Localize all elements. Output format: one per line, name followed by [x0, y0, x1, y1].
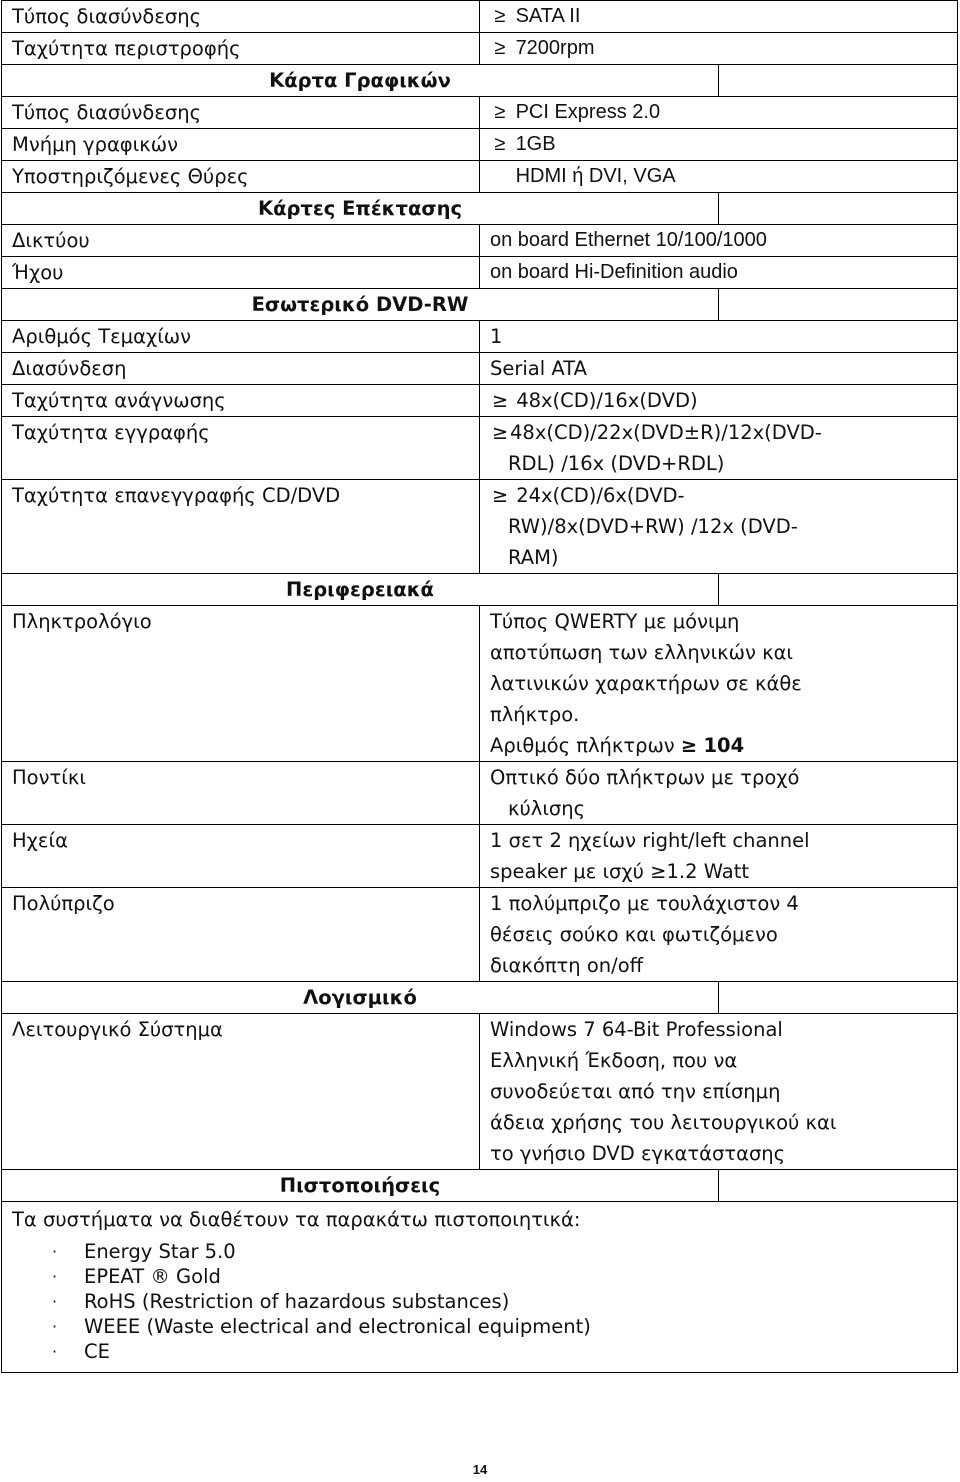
table-row — [2, 480, 958, 574]
row-label: Πολύπριζο — [2, 888, 480, 982]
row-value: ≥ SATA II — [480, 1, 958, 33]
row-label: Τύπος διασύνδεσης — [2, 97, 480, 129]
row-label: Δικτύου — [2, 225, 480, 257]
table-row — [2, 417, 958, 480]
row-label: Ποντίκι — [2, 762, 480, 825]
row-value: 1 σετ 2 ηχείων right/left channel speaker με ισχύ ≥1.2 Watt — [480, 825, 958, 888]
row-value: on board Hi-Definition audio — [480, 257, 958, 289]
table-row — [2, 1, 958, 33]
row-label: Ταχύτητα επανεγγραφής CD/DVD — [2, 480, 480, 574]
table-row — [2, 825, 958, 888]
row-label: Μνήμη γραφικών — [2, 129, 480, 161]
row-label: Ταχύτητα περιστροφής — [2, 33, 480, 65]
table-row — [2, 353, 958, 385]
row-value: ≥48x(CD)/22x(DVD±R)/12x(DVD- RDL) /16x (DVD+RDL) — [480, 417, 958, 480]
row-value: ≥ 48x(CD)/16x(DVD) — [480, 385, 958, 417]
list-item: · EPEAT ® Gold — [52, 1265, 221, 1288]
row-label: Τύπος διασύνδεσης — [2, 1, 480, 33]
row-value: Serial ATA — [480, 353, 958, 385]
row-label: Ήχου — [2, 257, 480, 289]
row-value: 1 — [480, 321, 958, 353]
row-value: Windows 7 64-Bit Professional Ελληνική Έκδοση, που να συνοδεύεται από την επίσημη άδεια χρήσης του λειτουργικού και το γνήσιο DVD εγκατάστασης — [480, 1014, 958, 1170]
table-row — [2, 33, 958, 65]
row-value: ≥ 1GB — [480, 129, 958, 161]
table-row — [2, 129, 958, 161]
list-item: · CE — [52, 1340, 110, 1363]
certs-list — [12, 1239, 957, 1364]
row-value: ≥ PCI Express 2.0 — [480, 97, 958, 129]
row-label: Λειτουργικό Σύστημα — [2, 1014, 480, 1170]
list-item: · RoHS (Restriction of hazardous substances) — [52, 1290, 510, 1313]
row-value: 1 πολύμπριζο με τουλάχιστον 4 θέσεις σούκο και φωτιζόμενο διακόπτη on/off — [480, 888, 958, 982]
table-row — [2, 225, 958, 257]
table-row — [2, 1014, 958, 1170]
table-row — [2, 385, 958, 417]
list-item: · WEEE (Waste electrical and electronical equipment) — [52, 1315, 591, 1338]
table-row — [2, 161, 958, 193]
row-value: HDMI ή DVI, VGA — [480, 161, 958, 193]
section-header-peripherals: Περιφερειακά — [2, 574, 958, 606]
table-row — [2, 321, 958, 353]
row-label: Ταχύτητα ανάγνωσης — [2, 385, 480, 417]
row-value: Τύπος QWERTY με μόνιμη αποτύπωση των ελληνικών και λατινικών χαρακτήρων σε κάθε πλήκτρο. Αριθμός πλήκτρων ≥ 104 — [480, 606, 958, 762]
table-row — [2, 97, 958, 129]
section-header-software: Λογισμικό — [2, 982, 958, 1014]
row-label: Αριθμός Τεμαχίων — [2, 321, 480, 353]
row-value: on board Ethernet 10/100/1000 — [480, 225, 958, 257]
table-row — [2, 257, 958, 289]
certs-cell — [2, 1202, 958, 1373]
section-header-certs: Πιστοποιήσεις — [2, 1170, 958, 1202]
row-value: ≥ 7200rpm — [480, 33, 958, 65]
row-label: Υποστηριζόμενες Θύρες — [2, 161, 480, 193]
row-value: ≥ 24x(CD)/6x(DVD- RW)/8x(DVD+RW) /12x (DVD- RAM) — [480, 480, 958, 574]
row-label: Πληκτρολόγιο — [2, 606, 480, 762]
table-row — [2, 606, 958, 762]
row-label: Διασύνδεση — [2, 353, 480, 385]
row-label: Ταχύτητα εγγραφής — [2, 417, 480, 480]
spec-table — [1, 0, 958, 1373]
section-header-expansion: Κάρτες Επέκτασης — [2, 193, 958, 225]
section-header-dvd: Εσωτερικό DVD-RW — [2, 289, 958, 321]
row-label: Ηχεία — [2, 825, 480, 888]
table-row — [2, 762, 958, 825]
table-row — [2, 1202, 958, 1373]
row-value: Οπτικό δύο πλήκτρων με τροχό κύλισης — [480, 762, 958, 825]
list-item: · Energy Star 5.0 — [52, 1240, 236, 1263]
page-number: 14 — [472, 1462, 488, 1477]
certs-intro: Τα συστήματα να διαθέτουν τα παρακάτω πιστοποιητικά: — [12, 1208, 581, 1231]
table-row — [2, 888, 958, 982]
section-header-graphics: Κάρτα Γραφικών — [2, 65, 958, 97]
